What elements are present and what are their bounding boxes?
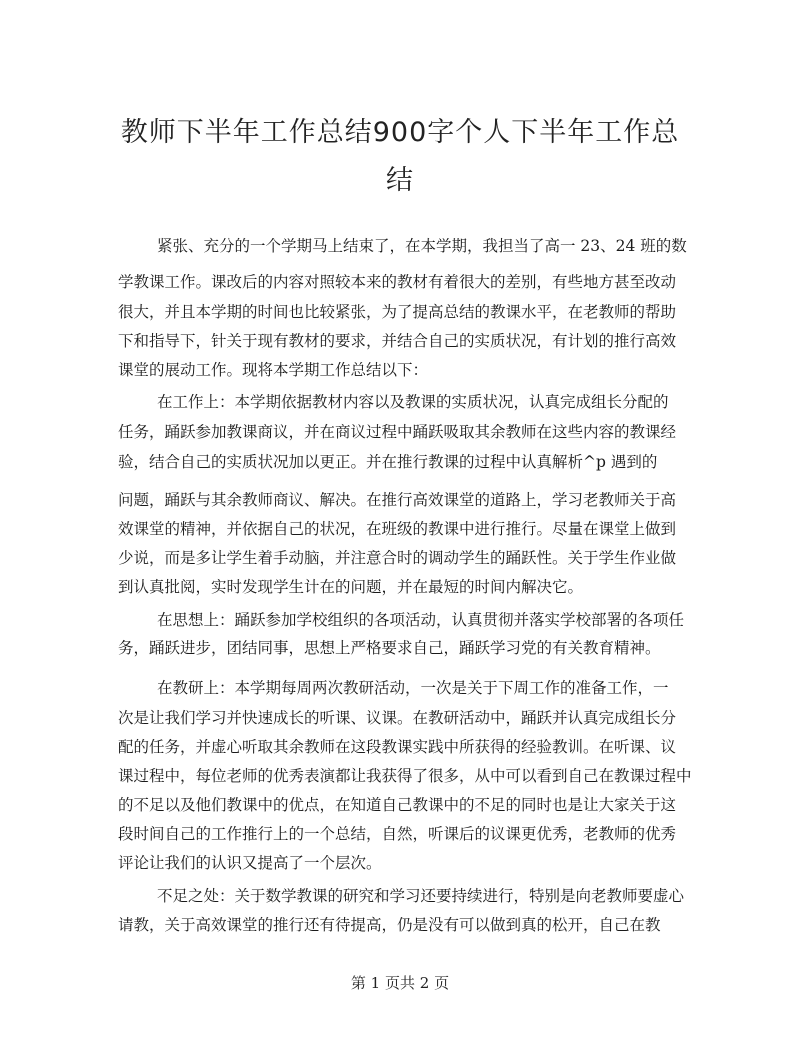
paragraph-line: 问题，踊跃与其余教师商议、解决。在推行高效课堂的道路上，学习老教师关于高 xyxy=(118,491,677,509)
paragraph-line: 到认真批阅，实时发现学生计在的问题，并在最短的时间内解决它。 xyxy=(118,578,584,596)
paragraph-line: 在工作上：本学期依据教材内容以及教课的实质状况，认真完成组长分配的 xyxy=(157,393,669,411)
paragraph-line: 学教课工作。课改后的内容对照较本来的教材有着很大的差别，有些地方甚至改动 xyxy=(118,273,677,291)
paragraph-line: 下和指导下，针关于现有教材的要求，并结合自己的实质状况，有计划的推行高效 xyxy=(118,332,677,350)
paragraph-line: 的不足以及他们教课中的优点，在知道自己教课中的不足的同时也是让大家关于这 xyxy=(118,796,677,814)
paragraph-line: 很大，并且本学期的时间也比较紧张，为了提高总结的教课水平，在老教师的帮助 xyxy=(118,303,677,321)
paragraph-line: 验，结合自己的实质状况加以更正。并在推行教课的过程中认真解析^p 遇到的 xyxy=(118,453,658,471)
paragraph-line: 课过程中，每位老师的优秀表演都让我获得了很多，从中可以看到自己在教课过程中 xyxy=(118,767,692,785)
paragraph-line: 请教，关于高效课堂的推行还有待提高，仍是没有可以做到真的松开，自己在教 xyxy=(118,916,661,934)
document-title-line-1: 教师下半年工作总结900字个人下半年工作总 xyxy=(120,117,680,148)
paragraph-line: 次是让我们学习并快速成长的听课、议课。在教研活动中，踊跃并认真完成组长分 xyxy=(118,709,677,727)
document-title-line-2: 结 xyxy=(386,165,414,196)
paragraph-line: 在思想上：踊跃参加学校组织的各项活动，认真贯彻并落实学校部署的各项任 xyxy=(157,611,685,629)
paragraph-line: 少说，而是多让学生着手动脑，并注意合时的调动学生的踊跃性。关于学生作业做 xyxy=(118,549,677,567)
paragraph-line: 紧张、充分的一个学期马上结束了，在本学期，我担当了高一 23、24 班的数 xyxy=(157,237,687,255)
paragraph-line: 任务，踊跃参加教课商议，并在商议过程中踊跃吸取其余教师在这些内容的教课经 xyxy=(118,423,677,441)
page-number-footer: 第 1 页共 2 页 xyxy=(350,974,450,992)
paragraph-line: 课堂的展动工作。现将本学期工作总结以下： xyxy=(118,361,429,379)
paragraph-line: 段时间自己的工作推行上的一个总结，自然，听课后的议课更优秀，老教师的优秀 xyxy=(118,825,677,843)
paragraph-line: 效课堂的精神，并依据自己的状况，在班级的教课中进行推行。尽量在课堂上做到 xyxy=(118,520,677,538)
paragraph-line: 在教研上：本学期每周两次教研活动，一次是关于下周工作的准备工作，一 xyxy=(157,679,669,697)
paragraph-line: 评论让我们的认识又提高了一个层次。 xyxy=(118,854,382,872)
paragraph-line: 不足之处：关于数学教课的研究和学习还要持续进行，特别是向老教师要虚心 xyxy=(157,887,685,905)
paragraph-line: 配的任务，并虚心听取其余教师在这段教课实践中所获得的经验教训。在听课、议 xyxy=(118,738,677,756)
paragraph-line: 务，踊跃进步，团结同事，思想上严格要求自己，踊跃学习党的有关教育精神。 xyxy=(118,639,661,657)
